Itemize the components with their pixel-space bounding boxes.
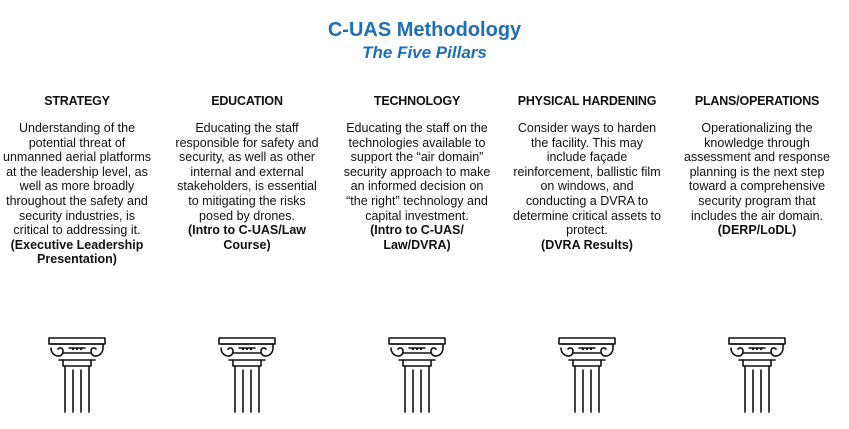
pillar-heading: PLANS/OPERATIONS [694,94,820,108]
pillar-description [682,121,832,238]
pillar-technology [342,93,492,429]
pillars-row [0,93,849,429]
column-icon [727,336,787,414]
pillar-reference: (DVRA Results) [541,237,633,252]
pillar-physical-hardening [512,93,662,429]
pillar-description-text: Consider ways to harden the facility. This may include façade reinforcement, ballistic film on windows, and conducting a DVRA to determine critical assets to protect. [513,121,661,238]
header [0,18,849,64]
pillar-heading: TECHNOLOGY [373,94,461,108]
pillar-description [172,121,322,252]
pillar-reference: (Intro to C-UAS/ Law/DVRA) [370,223,464,252]
column-icon [217,336,277,414]
pillar-description-text: Educating the staff on the technologies available to support the “air domain” security approach to make an informed decision on “the right” technology and capital investment. [343,121,491,223]
pillar-description [512,121,662,252]
column-icon [387,336,447,414]
column-icon [47,336,107,414]
pillar-description [2,121,152,267]
pillar-reference: (Intro to C-UAS/Law Course) [187,223,307,252]
pillar-reference: (Executive Leadership Presentation) [10,237,144,267]
page-subtitle: The Five Pillars [362,43,487,62]
pillar-heading: STRATEGY [44,94,110,108]
pillar-description [342,121,492,252]
pillar-description-text: Educating the staff responsible for safety and security, as well as other internal and external stakeholders, is essential to mitigating the risks posed by drones. [175,121,319,223]
pillar-reference: (DERP/LoDL) [717,223,797,238]
pillar-heading: EDUCATION [211,94,283,108]
pillar-strategy [2,93,152,429]
column-icon [557,336,617,414]
pillar-heading: PHYSICAL HARDENING [517,94,657,108]
pillar-education [172,93,322,429]
page-title: C-UAS Methodology [327,19,522,41]
pillar-plans-operations [682,93,832,429]
pillar-description-text: Operationalizing the knowledge through assessment and response planning is the next step toward a comprehensive security program that includes the air domain. [684,121,830,223]
pillar-description-text: Understanding of the potential threat of unmanned aerial platforms at the leadership level, as well as more broadly throughout the safety and security industries, is critical to addressing it. [3,121,151,238]
